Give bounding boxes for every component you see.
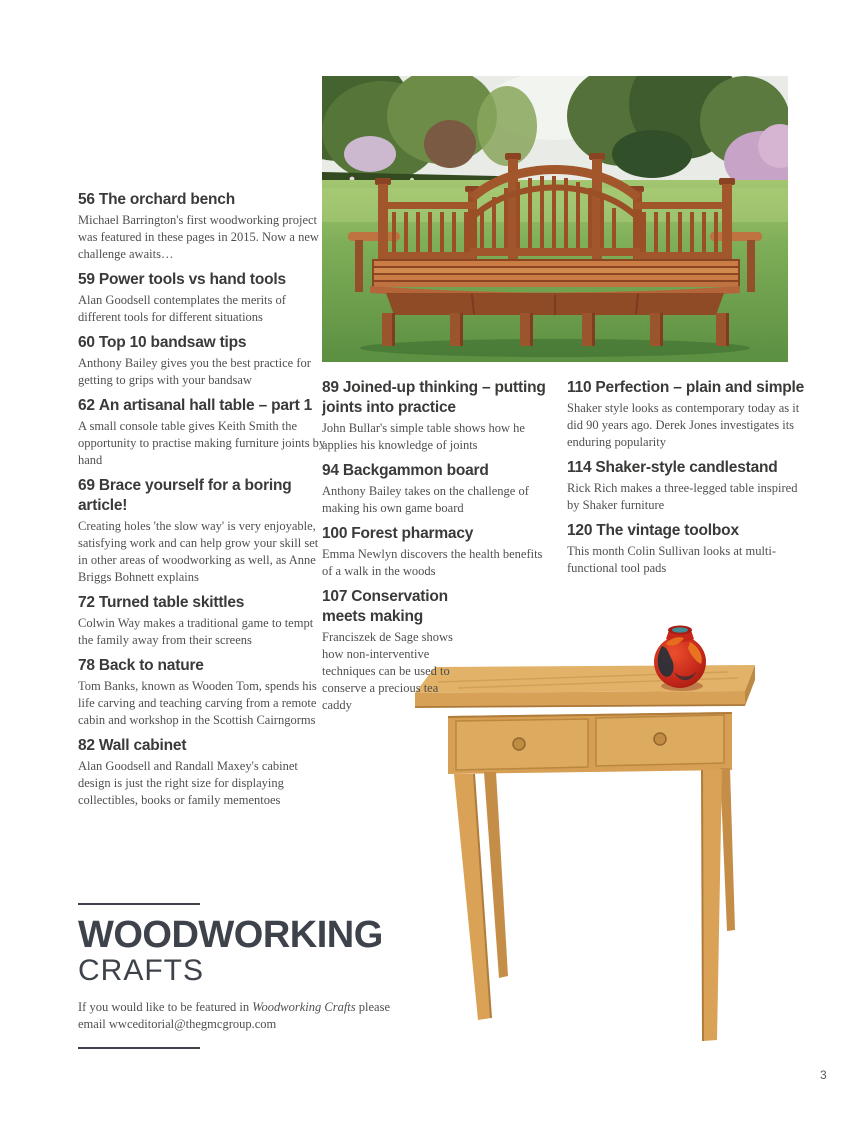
entry-title-text: Forest pharmacy: [351, 525, 474, 542]
entry-page-number: 69: [78, 477, 95, 494]
orchard-bench-illustration: [322, 76, 788, 362]
entry-description: Anthony Bailey gives you the best practice for getting to grips with your bandsaw: [78, 356, 311, 387]
entry-description: Creating holes 'the slow way' is very enjoyable, satisfying work and can help grow your skill set in other areas of woodworking as well, as Anne Briggs Bohnett explains: [78, 519, 319, 584]
logo-rule-top: [78, 903, 200, 905]
entry-description: Rick Rich makes a three-legged table inspired by Shaker furniture: [567, 481, 798, 512]
entry-title-text: Conservation meets making: [322, 588, 448, 625]
entry-title: [78, 396, 318, 416]
entry-description: Emma Newlyn discovers the health benefits of a walk in the woods: [322, 547, 543, 578]
toc-entry: [78, 270, 318, 326]
contact-note: [78, 999, 418, 1033]
toc-column-middle: [322, 378, 557, 721]
entry-title: [78, 593, 318, 613]
toc-entry: [322, 461, 557, 517]
toc-entry: [78, 476, 318, 586]
toc-entry: [567, 458, 813, 514]
entry-title-text: Joined-up thinking – putting joints into practice: [322, 379, 546, 416]
contact-email: wwceditorial@thegmcgroup.com: [108, 1017, 277, 1031]
toc-entry: [322, 587, 557, 714]
toc-entry: [78, 656, 318, 729]
entry-title: [567, 521, 813, 541]
toc-entry: [78, 333, 318, 389]
entry-description: Alan Goodsell and Randall Maxey's cabinet design is just the right size for displaying collectibles, books or family mementoes: [78, 759, 298, 807]
entry-title: [322, 378, 557, 418]
entry-title-text: Shaker-style candlestand: [595, 459, 778, 476]
toc-entry: [78, 190, 318, 263]
entry-page-number: 72: [78, 594, 95, 611]
toc-entry: [322, 378, 557, 454]
toc-entry: [78, 593, 318, 649]
entry-title-text: Top 10 bandsaw tips: [98, 334, 247, 351]
toc-column-right: [567, 378, 813, 584]
entry-title: [78, 656, 318, 676]
logo-woodworking: WOODWORKING: [78, 914, 383, 956]
entry-description: Franciszek de Sage shows how non-interventive techniques can be used to conserve a precious tea caddy: [322, 630, 453, 712]
entry-description: Colwin Way makes a traditional game to tempt the family away from their screens: [78, 616, 314, 647]
logo-rule-bottom: [78, 1047, 200, 1049]
magazine-logo-block: [78, 903, 418, 1049]
entry-page-number: 78: [78, 657, 95, 674]
entry-description: Alan Goodsell contemplates the merits of different tools for different situations: [78, 293, 286, 324]
contact-note-magazine-title: Woodworking Crafts: [252, 1000, 356, 1014]
entry-title: [322, 461, 557, 481]
entry-description: Tom Banks, known as Wooden Tom, spends his life carving and teaching carving from a remote cabin and workshop in the Scottish Cairngorms: [78, 679, 317, 727]
entry-page-number: 110: [567, 379, 592, 396]
entry-title-text: Perfection – plain and simple: [595, 379, 805, 396]
entry-page-number: 56: [78, 191, 95, 208]
entry-page-number: 114: [567, 459, 592, 476]
contact-note-prefix: If you would like to be featured in: [78, 1000, 253, 1014]
entry-page-number: 89: [322, 379, 339, 396]
entry-title: [322, 587, 487, 627]
entry-title: [78, 476, 318, 516]
toc-column-left: [78, 190, 326, 816]
entry-description: John Bullar's simple table shows how he applies his knowledge of joints: [322, 421, 525, 452]
entry-title-text: An artisanal hall table – part 1: [98, 397, 313, 414]
entry-title-text: Backgammon board: [342, 462, 489, 479]
entry-title-text: Turned table skittles: [98, 594, 245, 611]
entry-page-number: 120: [567, 522, 593, 539]
entry-title-text: The vintage toolbox: [596, 522, 739, 539]
entry-title-text: Power tools vs hand tools: [98, 271, 286, 288]
entry-description: Michael Barrington's first woodworking project was featured in these pages in 2015. Now a new challenge awaits…: [78, 213, 319, 261]
entry-title: [567, 458, 813, 478]
entry-description: A small console table gives Keith Smith the opportunity to practise making furniture joints by hand: [78, 419, 326, 467]
entry-title: [322, 524, 557, 544]
entry-description: This month Colin Sullivan looks at multi-functional tool pads: [567, 544, 777, 575]
entry-description: Shaker style looks as contemporary today as it did 90 years ago. Derek Jones investigates its enduring popularity: [567, 401, 800, 449]
toc-entry: [567, 378, 813, 451]
toc-entry: [78, 396, 326, 469]
entry-page-number: 100: [322, 525, 348, 542]
contact-note-middle: please email: [78, 1000, 391, 1031]
toc-entry: [567, 521, 813, 577]
entry-title-text: Brace yourself for a boring article!: [78, 477, 292, 514]
entry-title: [78, 270, 318, 290]
entry-page-number: 107: [322, 588, 348, 605]
page-number: 3: [820, 1068, 827, 1082]
entry-title: [567, 378, 813, 398]
logo-crafts: CRAFTS: [78, 954, 204, 987]
entry-title-text: Back to nature: [98, 657, 204, 674]
entry-title-text: The orchard bench: [98, 191, 235, 208]
orchard-bench-photo: [322, 76, 788, 362]
entry-title: [78, 736, 318, 756]
entry-description: Anthony Bailey takes on the challenge of making his own game board: [322, 484, 529, 515]
entry-page-number: 94: [322, 462, 339, 479]
entry-page-number: 62: [78, 397, 95, 414]
entry-page-number: 60: [78, 334, 95, 351]
toc-entry: [78, 736, 318, 809]
entry-title: [78, 333, 318, 353]
entry-title-text: Wall cabinet: [98, 737, 187, 754]
entry-page-number: 82: [78, 737, 95, 754]
hall-table: [415, 665, 755, 1041]
entry-title: [78, 190, 318, 210]
toc-entry: [322, 524, 557, 580]
entry-page-number: 59: [78, 271, 95, 288]
